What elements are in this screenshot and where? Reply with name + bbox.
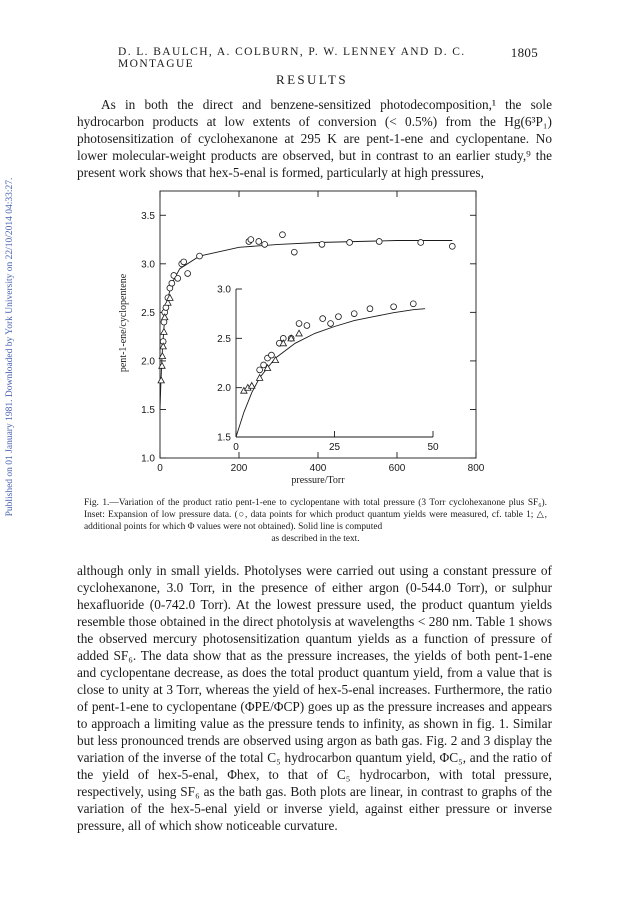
main-point-triangle (162, 314, 168, 320)
main-xtick-label: 800 (467, 463, 485, 474)
main-xtick-label: 0 (157, 463, 163, 474)
main-point-triangle (158, 377, 164, 383)
main-xtick-label: 600 (388, 463, 406, 474)
inset-point-circle (296, 321, 302, 327)
inset-xtick-label: 25 (328, 442, 341, 453)
main-point-circle (169, 280, 175, 286)
main-ytick-label: 1.5 (141, 404, 155, 416)
inset-point-circle (320, 316, 326, 322)
figure-caption (84, 497, 547, 545)
main-point-circle (347, 240, 353, 246)
inset-point-triangle (296, 330, 302, 336)
main-point-circle (262, 242, 268, 248)
inset-xtick-label: 0 (233, 442, 239, 453)
main-ytick-label: 3.5 (141, 210, 155, 222)
main-xtick-label: 400 (309, 463, 327, 474)
main-point-circle (418, 240, 424, 246)
main-point-circle (181, 259, 187, 265)
x-axis-label: pressure/Torr (291, 475, 345, 486)
figure-caption-line2: as described in the text. (271, 534, 360, 544)
main-point-circle (185, 271, 191, 277)
main-point-triangle (160, 343, 166, 349)
inset-ytick-label: 2.0 (217, 383, 231, 395)
inset-point-triangle (249, 382, 255, 388)
main-point-circle (376, 239, 382, 245)
inset-point-circle (336, 314, 342, 320)
main-point-circle (280, 232, 286, 238)
figure-caption-line1: Fig. 1.—Variation of the product ratio pent-1-ene to cyclopentane with total pressure (3 Torr cyclohexanone plus SF₆). Inset: Expansion of low pressure data. (○, data points for which product quantum yields were measured, cf. table 1; △, additional points for which Φ values were not obtained). Solid line is computed (84, 498, 547, 532)
main-point-circle (248, 237, 254, 243)
main-ytick-label: 2.5 (141, 307, 155, 319)
inset-point-circle (257, 367, 263, 373)
inset-point-circle (367, 306, 373, 312)
inset-ytick-label: 2.5 (217, 333, 231, 345)
inset-point-circle (328, 321, 334, 327)
inset-point-circle (391, 304, 397, 310)
inset-point-circle (351, 311, 357, 317)
main-ytick-label: 1.0 (141, 453, 155, 465)
inset-xtick-label: 50 (427, 442, 439, 453)
download-notice (2, 150, 18, 550)
main-point-circle (197, 253, 203, 259)
main-frame (160, 191, 476, 458)
figure-1 (108, 183, 558, 503)
y-axis-label: pent-1-ene/cyclopentene (118, 273, 129, 373)
main-point-circle (256, 239, 262, 245)
inset-ytick-label: 3.0 (217, 284, 231, 296)
header-authors: D. L. BAULCH, A. COLBURN, P. W. LENNEY AND D. C. MONTAGUE (118, 46, 466, 70)
main-xtick-label: 200 (230, 463, 248, 474)
section-title: RESULTS (276, 72, 348, 87)
page-number: 1805 (510, 45, 538, 60)
inset-point-circle (269, 352, 275, 358)
main-point-triangle (161, 329, 167, 335)
main-point-circle (449, 243, 455, 249)
inset-point-circle (304, 323, 310, 329)
running-header (118, 46, 538, 70)
main-ytick-label: 3.0 (141, 259, 155, 271)
main-ytick-label: 2.0 (141, 356, 155, 368)
main-point-circle (291, 249, 297, 255)
inset-point-circle (261, 362, 267, 368)
download-notice-text: Published on 01 January 1981. Downloaded by York University on 22/10/2014 04:33:27. (5, 177, 15, 517)
main-point-circle (175, 275, 181, 281)
paragraph-results: although only in small yields. Photolyses were carried out using a constant pressure of cyclohexanone, 3.0 Torr, in the presence of either argon (0-544.0 Torr), or sulphur hexafluoride (0-742.0 Torr). At the lowest pressure used, the product quantum yields resemble those obtained in the direct photolysis at wavelengths < 280 nm. Table 1 shows the observed mercury photosensitization quantum yields as a function of pressure of added SF₆. The data show that as the pressure increases, the yields of both pent-1-ene and cyclopentane decrease, as does the total product quantum yield, from a value that is close to unity at 3 Torr, whereas the yield of hex-5-enal increases. Furthermore, the ratio of pent-1-ene to cyclopentane (ΦPE/ΦCP) goes up as the pressure increases and appears to approach a limiting value as the pressure tends to infinity, as shown in fig. 1. Similar but less pronounced trends are observed using argon as bath gas. Fig. 2 and 3 display the variation of the inverse of the total C₅ hydrocarbon quantum yield, ΦC₅, and the ratio of the yield of hex-5-enal, Φhex, to that of C₅ hydrocarbon, with total pressure, respectively, using SF₆ as the bath gas. Both plots are linear, in contrast to graphs of the variation of the hex-5-enal yield or inverse yield, against either pressure or inverse pressure, all of which show noticeable curvature. (77, 563, 552, 833)
paragraph-intro (77, 96, 552, 181)
main-point-circle (319, 242, 325, 248)
paragraph-intro-text: As in both the direct and benzene-sensitized photodecomposition,¹ the sole hydrocarbon products at low extents of conversion (< 0.5%) from the Hg(6³P₁) photosensitization of cyclohexanone at 295 K are pent-1-ene and cyclopentane. No lower molecular-weight products are observed, but in contrast to an earlier study,⁹ the present work shows that hex-5-enal is formed, particularly at high pressures, (77, 97, 552, 180)
inset-ytick-label: 1.5 (217, 432, 231, 444)
inset-fit-curve (236, 309, 425, 437)
inset-point-circle (410, 301, 416, 307)
